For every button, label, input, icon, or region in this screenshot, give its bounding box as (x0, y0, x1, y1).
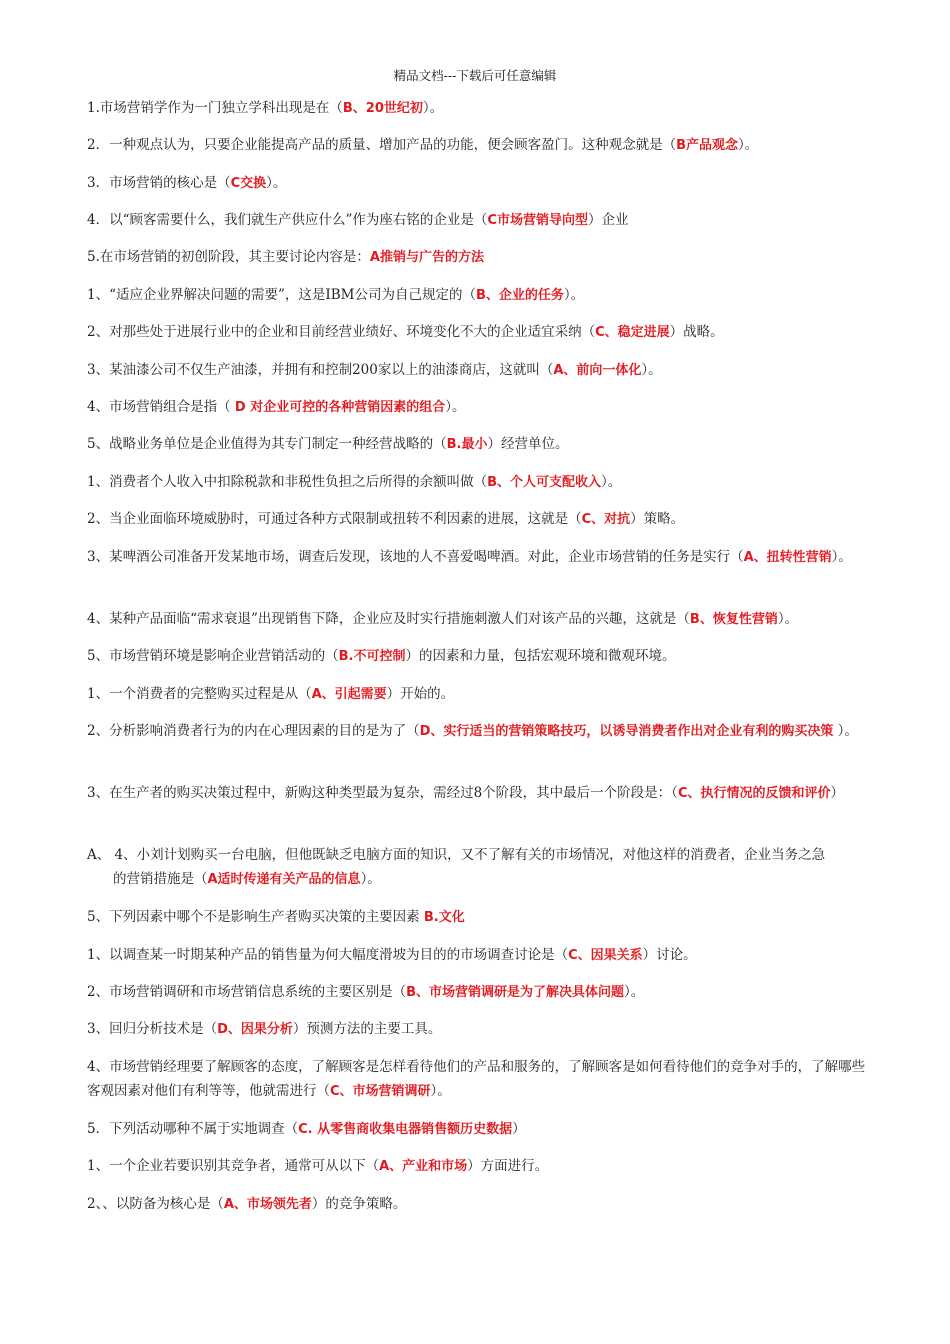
question-text: ）讨论。 (642, 947, 697, 963)
question-text: 2、当企业面临环境威胁时，可通过各种方式限制或扭转不利因素的进展，这就是（ (87, 511, 582, 527)
question-item (87, 358, 877, 383)
answer-text: D、因果分析 (217, 1022, 293, 1037)
question-text: 5．下列活动哪种不属于实地调查（ (87, 1121, 299, 1137)
question-item (87, 980, 877, 1005)
answer-text: A、扭转性营销 (743, 550, 832, 565)
question-text: 2、分析影响消费者行为的内在心理因素的目的是为了（ (87, 723, 420, 739)
question-text: 3、回归分析技术是（ (87, 1021, 218, 1037)
question-item (87, 905, 877, 930)
question-text: ）策略。 (630, 511, 685, 527)
question-text: ）。 (831, 549, 852, 565)
answer-text: B、市场营销调研是为了解决具体问题 (406, 985, 625, 1000)
question-text: 的营销措施是（ (113, 871, 208, 887)
answer-text: A、产业和市场 (379, 1159, 468, 1174)
question-text: 2．一种观点认为，只要企业能提高产品的质量、增加产品的功能，便会顾客盈门。这种观念就是（ (87, 137, 677, 153)
question-item (87, 843, 877, 892)
answer-text: A、市场领先者 (223, 1197, 312, 1212)
question-text: 1、消费者个人收入中扣除税款和非税性负担之后所得的余额叫做（ (87, 474, 488, 490)
answer-text: A推销与广告的方法 (369, 250, 484, 265)
question-item (87, 395, 877, 420)
question-text: ） (830, 785, 844, 801)
question-item (87, 781, 877, 806)
question-item (87, 719, 877, 744)
question-text: 5、战略业务单位是企业值得为其专门制定一种经营战略的（ (87, 436, 447, 452)
question-item (87, 1192, 877, 1217)
question-text: ）。 (563, 287, 585, 303)
page-header: 精品文档---下载后可任意编辑 (393, 68, 557, 83)
answer-text: A、前向一体化 (553, 363, 642, 378)
question-text: 4、市场营销组合是指（ (87, 399, 235, 415)
question-item (87, 1117, 877, 1142)
answer-text: C、对抗 (581, 512, 631, 527)
question-text: ）。 (777, 611, 799, 627)
question-text: ）。 (624, 984, 645, 1000)
question-item (87, 644, 877, 669)
question-text: 3．市场营销的核心是（ (87, 175, 231, 191)
question-item (87, 507, 877, 532)
answer-text: B、20世纪初 (342, 101, 423, 116)
answer-text: C市场营销导向型 (487, 213, 588, 228)
question-item (87, 283, 877, 308)
question-text: ）。 (445, 399, 466, 415)
question-text: 1、“适应企业界解决问题的需要”，这是IBM公司为自己规定的（ (87, 287, 476, 303)
question-text: ） (512, 1121, 526, 1137)
answer-text: C、市场营销调研 (330, 1084, 431, 1099)
question-text: 5、市场营销环境是影响企业营销活动的（ (87, 648, 339, 664)
question-text: 1.市场营销学作为一门独立学科出现是在（ (87, 100, 343, 116)
question-item (87, 1154, 877, 1179)
question-item (87, 607, 877, 632)
question-text: 3、在生产者的购买决策过程中，新购这种类型最为复杂，需经过8个阶段，其中最后一个阶段是：（ (87, 785, 678, 801)
question-item (87, 432, 877, 457)
question-text: 2、对那些处于进展行业中的企业和目前经营业绩好、环境变化不大的企业适宜采纳（ (87, 324, 596, 340)
question-continuation (87, 867, 877, 892)
question-text: ）的因素和力量，包括宏观环境和微观环境。 (405, 648, 676, 664)
question-text: ）。 (738, 137, 759, 153)
question-text: ）。 (360, 871, 381, 887)
question-text: A、 4、小刘计划购买一台电脑，但他既缺乏电脑方面的知识，又不了解有关的市场情况，对他这样的消费者，企业当务之急 (87, 847, 826, 863)
question-text: ）的竞争策略。 (311, 1196, 407, 1212)
question-text: 4、某种产品面临“需求衰退”出现销售下降，企业应及时实行措施刺激人们对该产品的兴趣，这就是（ (87, 611, 690, 627)
answer-text: A、引起需要 (311, 687, 387, 702)
question-text: 4、市场营销经理要了解顾客的态度，了解顾客是怎样看待他们的产品和服务的，了解顾客是如何看待他们的竞争对手的，了解哪些客观因素对他们有利等等，他就需进行（ (87, 1059, 866, 1099)
question-text: 1、一个消费者的完整购买过程是从（ (87, 686, 312, 702)
question-text: 4．以“顾客需要什么，我们就生产供应什么”作为座右铭的企业是（ (87, 212, 488, 228)
question-text: 1、以调查某一时期某种产品的销售量为何大幅度滑坡为目的的市场调查讨论是（ (87, 947, 569, 963)
question-text: ）。 (641, 362, 662, 378)
question-item (87, 682, 877, 707)
question-item (87, 470, 877, 495)
question-item (87, 1017, 877, 1042)
question-text: ）方面进行。 (467, 1158, 549, 1174)
question-text: ）。 (601, 474, 622, 490)
question-text: ）企业 (587, 212, 629, 228)
question-text: ）。 (833, 723, 858, 739)
answer-text: B.文化 (423, 910, 465, 925)
question-text: ）战略。 (669, 324, 724, 340)
answer-text: C、稳定进展 (595, 325, 670, 340)
answer-text: B.不可控制 (338, 649, 406, 664)
answer-text: B、企业的任务 (475, 288, 564, 303)
answer-text: C、执行情况的反馈和评价 (677, 786, 831, 801)
question-item (87, 545, 877, 570)
question-text: 5.在市场营销的初创阶段，其主要讨论内容是： (87, 249, 370, 265)
question-item (87, 208, 877, 233)
question-text: 2、、以防备为核心是（ (87, 1196, 224, 1212)
question-text: ）。 (422, 100, 444, 116)
answer-text: C. 从零售商收集电器销售额历史数据 (298, 1122, 513, 1137)
question-text: ）开始的。 (386, 686, 455, 702)
question-item (87, 1055, 877, 1104)
question-item (87, 320, 877, 345)
answer-text: C交换 (230, 176, 267, 191)
question-item (87, 245, 877, 270)
answer-text: B.最小 (446, 437, 488, 452)
answer-text: B、恢复性营销 (689, 612, 778, 627)
question-item (87, 133, 877, 158)
question-text: 3、某油漆公司不仅生产油漆，并拥有和控制200家以上的油漆商店，这就叫（ (87, 362, 554, 378)
question-text: ）。 (430, 1083, 451, 1099)
answer-text: A适时传递有关产品的信息 (207, 872, 361, 887)
answer-text: D 对企业可控的各种营销因素的组合 (234, 400, 446, 415)
answer-text: B、个人可支配收入 (487, 475, 602, 490)
question-item (87, 171, 877, 196)
question-text: ）。 (266, 175, 287, 191)
question-text: 5、下列因素中哪个不是影响生产者购买决策的主要因素 (87, 909, 424, 925)
question-item (87, 96, 877, 121)
answer-text: D、实行适当的营销策略技巧，以诱导消费者作出对企业有利的购买决策 (419, 724, 834, 739)
question-item (87, 943, 877, 968)
answer-text: B产品观念 (676, 138, 739, 153)
question-text: 2、市场营销调研和市场营销信息系统的主要区别是（ (87, 984, 407, 1000)
question-text: ）经营单位。 (487, 436, 569, 452)
question-text: ）预测方法的主要工具。 (292, 1021, 442, 1037)
question-text: 3、某啤酒公司准备开发某地市场，调查后发现，该地的人不喜爱喝啤酒。对此，企业市场营销的任务是实行（ (87, 549, 744, 565)
question-text: 1、一个企业若要识别其竞争者，通常可从以下（ (87, 1158, 380, 1174)
answer-text: C、因果关系 (568, 948, 643, 963)
